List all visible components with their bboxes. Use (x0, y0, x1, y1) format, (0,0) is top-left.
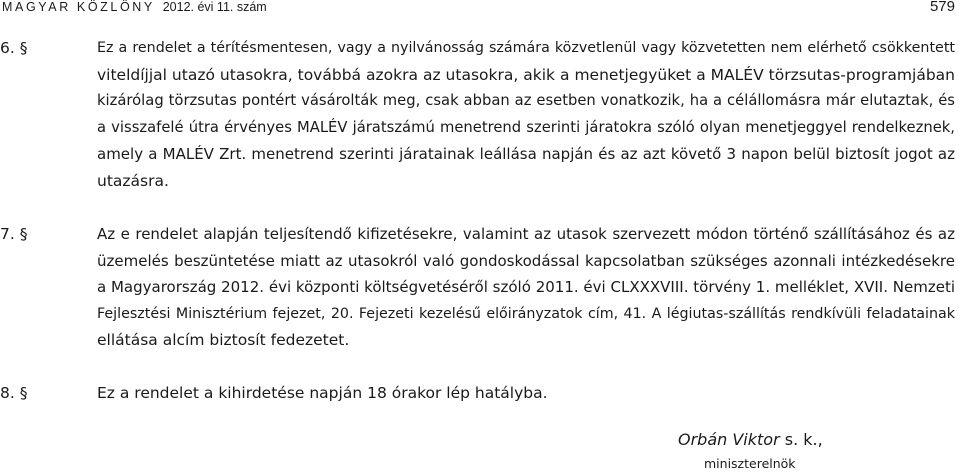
text-line: Ez a rendelet a térítésmentesen, vagy a nyilvánosság számára közvetlenül vagy közvetetten nem elérhető csökkentett (97, 40, 955, 56)
section-text (97, 380, 955, 407)
text-line: utazásra. (97, 171, 169, 190)
section-number: 6. § (0, 39, 28, 57)
page-number: 579 (929, 0, 955, 15)
text-line: a Magyarország 2012. évi központi költségvetéséről szóló 2011. évi CLXXXVIII. törvény 1. melléklet, XVII. Nemzeti (97, 278, 955, 296)
issue-date: 2012. évi 11. szám (162, 0, 267, 14)
section-number: 8. § (0, 384, 28, 402)
section-text (97, 35, 955, 194)
text-line: ellátása alcím biztosít fedezetet. (97, 331, 350, 349)
section-text (97, 221, 955, 354)
signature (678, 430, 823, 450)
text-line: üzemelés beszüntetése miatt az utasokról való gondoskodással kapcsolatban szükséges azonnali intézkedésekre (97, 251, 955, 270)
signature-suffix: s. k., (779, 430, 823, 449)
section-number: 7. § (0, 225, 28, 243)
journal-title (2, 0, 267, 14)
text-line: Az e rendelet alapján teljesítendő kifizetésekre, valamint az utasok szervezett módon történő szállításához és az (97, 225, 955, 243)
text-line: Fejlesztési Minisztérium fejezet, 20. Fejezeti kezelésű előirányzatok cím, 41. A légiutas-szállítás rendkívüli feladatainak (97, 305, 955, 322)
text-line: kizárólag törzsutas pontért vásárolták meg, csak abban az esetben vonatkozik, ha a célállomásra már elutaztak, és (97, 92, 955, 109)
signatory-title: miniszterelnök (704, 456, 796, 471)
text-line: Ez a rendelet a kihirdetése napján 18 órakor lép hatályba. (97, 384, 548, 402)
text-line: a visszafelé útra érvényes MALÉV járatszámú menetrend szerinti járatokra szóló olyan menetjeggyel rendelkeznek, (97, 118, 955, 136)
text-line: viteldíjjal utazó utasokra, továbbá azokra az utasokra, akik a menetjegyüket a MALÉV törzsutas-programjában (97, 65, 955, 84)
journal-name: MAGYAR KÖZLÖNY (2, 0, 155, 14)
text-line: amely a MALÉV Zrt. menetrend szerinti járatainak leállása napján és az azt követő 3 napon belül biztosít jogot az (97, 145, 955, 163)
page-header (0, 0, 959, 14)
signatory-name: Orbán Viktor (678, 430, 780, 449)
